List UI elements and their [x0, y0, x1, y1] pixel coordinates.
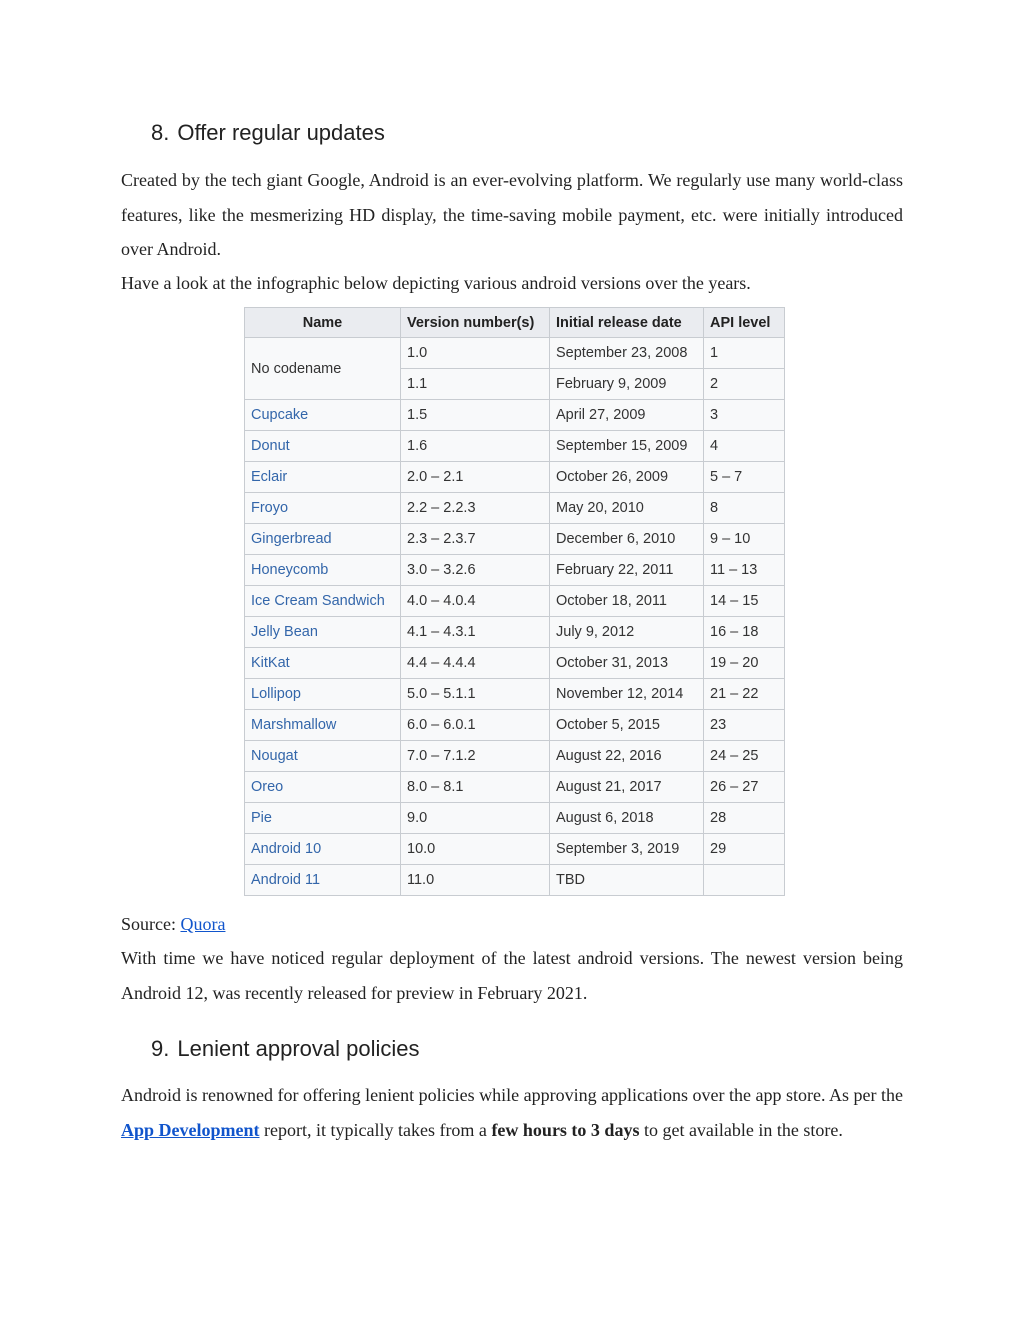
cell-version: 6.0 – 6.0.1 [401, 710, 550, 741]
cell-name-link[interactable]: Donut [245, 431, 401, 462]
cell-version: 4.0 – 4.0.4 [401, 586, 550, 617]
cell-release-date: September 23, 2008 [550, 338, 704, 369]
cell-api-level: 3 [704, 400, 785, 431]
cell-api-level: 11 – 13 [704, 555, 785, 586]
section-9-heading [151, 1036, 420, 1062]
source-label: Source: [121, 914, 181, 934]
section-9-text-part-1: Android is renowned for offering lenient policies while approving applications over the app store. As per the [121, 1085, 903, 1105]
cell-release-date: November 12, 2014 [550, 679, 704, 710]
cell-release-date: TBD [550, 865, 704, 896]
table-row [245, 586, 785, 617]
cell-version: 4.4 – 4.4.4 [401, 648, 550, 679]
cell-name-link[interactable]: Lollipop [245, 679, 401, 710]
table-row [245, 772, 785, 803]
cell-release-date: August 6, 2018 [550, 803, 704, 834]
cell-release-date: October 18, 2011 [550, 586, 704, 617]
cell-release-date: February 22, 2011 [550, 555, 704, 586]
table-row [245, 462, 785, 493]
cell-name: No codename [245, 338, 401, 400]
cell-name-link[interactable]: Eclair [245, 462, 401, 493]
cell-name-link[interactable]: Nougat [245, 741, 401, 772]
cell-version: 5.0 – 5.1.1 [401, 679, 550, 710]
cell-release-date: May 20, 2010 [550, 493, 704, 524]
cell-name-link[interactable]: Cupcake [245, 400, 401, 431]
table-row [245, 679, 785, 710]
cell-version: 1.5 [401, 400, 550, 431]
table-row [245, 834, 785, 865]
cell-api-level: 23 [704, 710, 785, 741]
section-8-paragraph-2: Have a look at the infographic below depicting various android versions over the years. [121, 273, 751, 293]
cell-release-date: February 9, 2009 [550, 369, 704, 400]
section-9-number: 9. [151, 1036, 170, 1061]
cell-release-date: October 31, 2013 [550, 648, 704, 679]
cell-name-link[interactable]: Pie [245, 803, 401, 834]
cell-api-level: 26 – 27 [704, 772, 785, 803]
cell-api-level: 9 – 10 [704, 524, 785, 555]
cell-api-level: 1 [704, 338, 785, 369]
cell-version: 2.0 – 2.1 [401, 462, 550, 493]
cell-api-level: 24 – 25 [704, 741, 785, 772]
section-8-heading [151, 120, 385, 146]
cell-version: 1.0 [401, 338, 550, 369]
android-versions-table-image [244, 307, 784, 896]
table-row [245, 555, 785, 586]
table-row [245, 338, 785, 369]
cell-version: 4.1 – 4.3.1 [401, 617, 550, 648]
header-release-date: Initial release date [550, 308, 704, 338]
table-row [245, 710, 785, 741]
header-api-level: API level [704, 308, 785, 338]
section-8-title: Offer regular updates [177, 120, 385, 145]
cell-name-link[interactable]: Honeycomb [245, 555, 401, 586]
cell-version: 9.0 [401, 803, 550, 834]
cell-api-level: 8 [704, 493, 785, 524]
table-row [245, 741, 785, 772]
cell-api-level: 4 [704, 431, 785, 462]
cell-api-level: 5 – 7 [704, 462, 785, 493]
cell-name-link[interactable]: Marshmallow [245, 710, 401, 741]
cell-version: 1.1 [401, 369, 550, 400]
cell-version: 3.0 – 3.2.6 [401, 555, 550, 586]
section-9-title: Lenient approval policies [177, 1036, 420, 1061]
section-9-text-part-3: to get available in the store. [639, 1119, 843, 1140]
table-row [245, 431, 785, 462]
cell-release-date: August 21, 2017 [550, 772, 704, 803]
cell-name-link[interactable]: Jelly Bean [245, 617, 401, 648]
cell-api-level: 14 – 15 [704, 586, 785, 617]
section-9-bold-text: few hours to 3 days [491, 1119, 640, 1140]
cell-release-date: December 6, 2010 [550, 524, 704, 555]
section-9-paragraph [121, 1078, 903, 1147]
cell-name-link[interactable]: Froyo [245, 493, 401, 524]
cell-name-link[interactable]: Oreo [245, 772, 401, 803]
cell-version: 11.0 [401, 865, 550, 896]
cell-api-level: 16 – 18 [704, 617, 785, 648]
section-8-paragraph-1: Created by the tech giant Google, Android is an ever-evolving platform. We regularly use many world-class features, like the mesmerizing HD display, the time-saving mobile payment, etc. were initially introduced over Android. [121, 170, 903, 259]
cell-version: 1.6 [401, 431, 550, 462]
cell-release-date: July 9, 2012 [550, 617, 704, 648]
table-row [245, 865, 785, 896]
table-row [245, 803, 785, 834]
cell-release-date: April 27, 2009 [550, 400, 704, 431]
table-row [245, 648, 785, 679]
section-8-paragraph-3: With time we have noticed regular deployment of the latest android versions. The newest version being Android 12, was recently released for preview in February 2021. [121, 948, 903, 1003]
cell-api-level: 19 – 20 [704, 648, 785, 679]
cell-api-level: 2 [704, 369, 785, 400]
cell-api-level [704, 865, 785, 896]
section-8-number: 8. [151, 120, 170, 145]
cell-api-level: 28 [704, 803, 785, 834]
cell-version: 2.2 – 2.2.3 [401, 493, 550, 524]
table-row [245, 524, 785, 555]
source-line [121, 907, 225, 942]
header-version: Version number(s) [401, 308, 550, 338]
cell-release-date: August 22, 2016 [550, 741, 704, 772]
cell-version: 8.0 – 8.1 [401, 772, 550, 803]
cell-version: 7.0 – 7.1.2 [401, 741, 550, 772]
cell-api-level: 21 – 22 [704, 679, 785, 710]
header-name: Name [245, 308, 401, 338]
android-versions-table [244, 307, 785, 896]
table-row [245, 493, 785, 524]
table-row [245, 400, 785, 431]
source-link-quora[interactable]: Quora [180, 914, 226, 934]
cell-name-link[interactable]: Ice Cream Sandwich [245, 586, 401, 617]
cell-name-link[interactable]: Android 10 [245, 834, 401, 865]
cell-release-date: October 5, 2015 [550, 710, 704, 741]
cell-release-date: October 26, 2009 [550, 462, 704, 493]
cell-name-link[interactable]: Gingerbread [245, 524, 401, 555]
cell-name-link[interactable]: KitKat [245, 648, 401, 679]
app-development-link[interactable]: App Development [121, 1119, 260, 1140]
cell-release-date: September 3, 2019 [550, 834, 704, 865]
cell-api-level: 29 [704, 834, 785, 865]
cell-version: 10.0 [401, 834, 550, 865]
cell-release-date: September 15, 2009 [550, 431, 704, 462]
cell-name-link[interactable]: Android 11 [245, 865, 401, 896]
section-9-text-part-2: report, it typically takes from a [259, 1119, 492, 1140]
cell-version: 2.3 – 2.3.7 [401, 524, 550, 555]
table-row [245, 617, 785, 648]
table-header-row [245, 308, 785, 338]
